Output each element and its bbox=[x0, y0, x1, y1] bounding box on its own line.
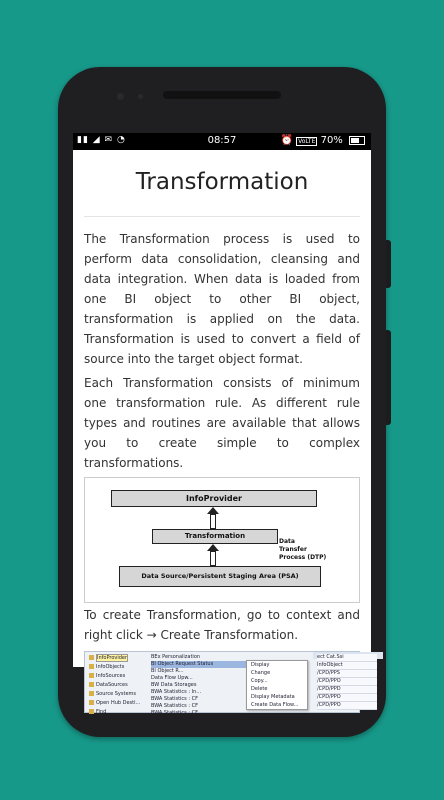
paragraph-2: Each Transformation consists of minimum one transformation rule. As different rule types and routines are available that allows you to create simple to complex transformations. bbox=[84, 376, 360, 470]
proximity-sensor bbox=[138, 94, 143, 99]
folder-icon bbox=[89, 655, 94, 660]
cell-label: InfoObject bbox=[317, 662, 343, 668]
infoprovider-box: InfoProvider bbox=[111, 490, 317, 507]
volte-label: VoLTE bbox=[298, 138, 316, 145]
tree-item-1 bbox=[89, 663, 145, 672]
cell-label: ect Cat.Ssi bbox=[317, 654, 344, 660]
menu-item-5 bbox=[247, 701, 307, 709]
cell-label: /CPD/PPO bbox=[317, 678, 341, 684]
object-list bbox=[151, 654, 247, 717]
arrow-up-2 bbox=[207, 544, 219, 551]
cell-6 bbox=[317, 702, 377, 710]
cell-label: /CPD/PPO bbox=[317, 702, 341, 708]
arrow-shaft-1 bbox=[210, 514, 216, 529]
list-item-1 bbox=[151, 661, 247, 668]
tree-item-0 bbox=[89, 654, 145, 663]
menu-item-label: Delete bbox=[251, 686, 268, 692]
cell-label: /CPD/PPD bbox=[317, 686, 341, 692]
battery-icon bbox=[349, 136, 365, 145]
right-column bbox=[317, 654, 377, 710]
menu-item-0 bbox=[247, 661, 307, 669]
tree-item-3 bbox=[89, 681, 145, 690]
earpiece bbox=[163, 91, 281, 99]
object-tree bbox=[89, 654, 145, 717]
list-item-2 bbox=[151, 668, 247, 675]
menu-item-label: Create Data Flow... bbox=[251, 702, 299, 708]
tree-item-4 bbox=[89, 690, 145, 699]
article[interactable] bbox=[73, 165, 371, 716]
cell-2 bbox=[317, 670, 377, 678]
list-item-label: Data Flow Upw... bbox=[151, 675, 193, 681]
list-item-8 bbox=[151, 710, 247, 717]
front-camera bbox=[117, 93, 124, 100]
tree-item-label: DataSources bbox=[96, 682, 128, 688]
tree-item-5 bbox=[89, 699, 145, 708]
power-button bbox=[386, 240, 391, 288]
menu-item-3 bbox=[247, 685, 307, 693]
folder-icon bbox=[89, 664, 94, 669]
tree-item-label: InfoObjects bbox=[96, 664, 125, 670]
sap-screenshot bbox=[84, 651, 360, 716]
tree-item-2 bbox=[89, 672, 145, 681]
cell-label: /CPD/PPO bbox=[317, 694, 341, 700]
menu-item-label: Display Metadata bbox=[251, 694, 295, 700]
menu-item-label: Change bbox=[251, 670, 271, 676]
transformation-box: Transformation bbox=[152, 529, 278, 544]
alarm-icon: ⏰ bbox=[280, 135, 293, 146]
folder-icon bbox=[89, 691, 94, 696]
volume-button bbox=[386, 330, 391, 425]
status-bar bbox=[73, 133, 371, 150]
menu-item-4 bbox=[247, 693, 307, 701]
cell-label: /CPD/PPS bbox=[317, 670, 340, 676]
status-time: 08:57 bbox=[207, 135, 237, 146]
context-menu bbox=[246, 660, 308, 710]
list-item-4 bbox=[151, 682, 247, 689]
list-item-label: BWA Statistics : CF bbox=[151, 696, 199, 702]
arrow-shaft-2 bbox=[210, 551, 216, 566]
list-item-5 bbox=[151, 689, 247, 696]
status-right bbox=[280, 135, 365, 146]
list-item-label: BWA Statistics : CF bbox=[151, 703, 199, 709]
folder-icon bbox=[89, 709, 94, 714]
cell-1 bbox=[317, 662, 377, 670]
folder-icon bbox=[89, 700, 94, 705]
arrow-up-1 bbox=[207, 507, 219, 514]
cell-5 bbox=[317, 694, 377, 702]
list-item-label: BW Data Storages bbox=[151, 682, 197, 688]
tree-item-label: InfoProvider bbox=[97, 655, 128, 661]
list-item-7 bbox=[151, 703, 247, 710]
cell-0 bbox=[317, 654, 377, 662]
list-item-6 bbox=[151, 696, 247, 703]
tree-item-6 bbox=[89, 708, 145, 717]
tree-item-label: InfoSources bbox=[96, 673, 126, 679]
cell-4 bbox=[317, 686, 377, 694]
transformation-diagram bbox=[84, 477, 360, 603]
folder-icon bbox=[89, 682, 94, 687]
page-title: Transformation bbox=[135, 169, 309, 195]
tree-item-label: Source Systems bbox=[96, 691, 137, 697]
tree-item-label: Find bbox=[96, 709, 107, 715]
source-box: Data Source/Persistent Staging Area (PSA) bbox=[119, 566, 321, 587]
list-item-label: BWA Statistics : CF bbox=[151, 710, 199, 716]
menu-item-label: Copy... bbox=[251, 678, 268, 684]
dtp-label: Data Transfer Process (DTP) bbox=[279, 538, 327, 561]
battery-percent: 70% bbox=[320, 135, 343, 146]
paragraph-3: To create Transformation, go to context and right click → Create Transformation. bbox=[84, 608, 360, 642]
screen bbox=[73, 133, 371, 716]
divider bbox=[84, 216, 360, 217]
menu-item-2 bbox=[247, 677, 307, 685]
cell-3 bbox=[317, 678, 377, 686]
folder-icon bbox=[89, 673, 94, 678]
list-item-label: BEx Personalization bbox=[151, 654, 201, 660]
list-item-label: BI Object R... bbox=[151, 668, 184, 674]
list-item-label: BI Object Request Status bbox=[151, 661, 214, 667]
tree-item-label: Open Hub Desti... bbox=[96, 700, 141, 706]
list-item-label: BWA Statistics : In... bbox=[151, 689, 202, 695]
list-item-3 bbox=[151, 675, 247, 682]
paragraph-1: The Transformation process is used to perform data consolidation, cleansing and data integration. When data is loaded from one BI object to other BI object, transformation is applied on the data. Transformation is used to convert a field of source into the target object format. bbox=[84, 232, 360, 366]
list-item-0 bbox=[151, 654, 247, 661]
menu-item-1 bbox=[247, 669, 307, 677]
menu-item-label: Display bbox=[251, 662, 270, 668]
signal-icons: ▮▮ ◢ ✉ ◔ bbox=[77, 135, 126, 145]
